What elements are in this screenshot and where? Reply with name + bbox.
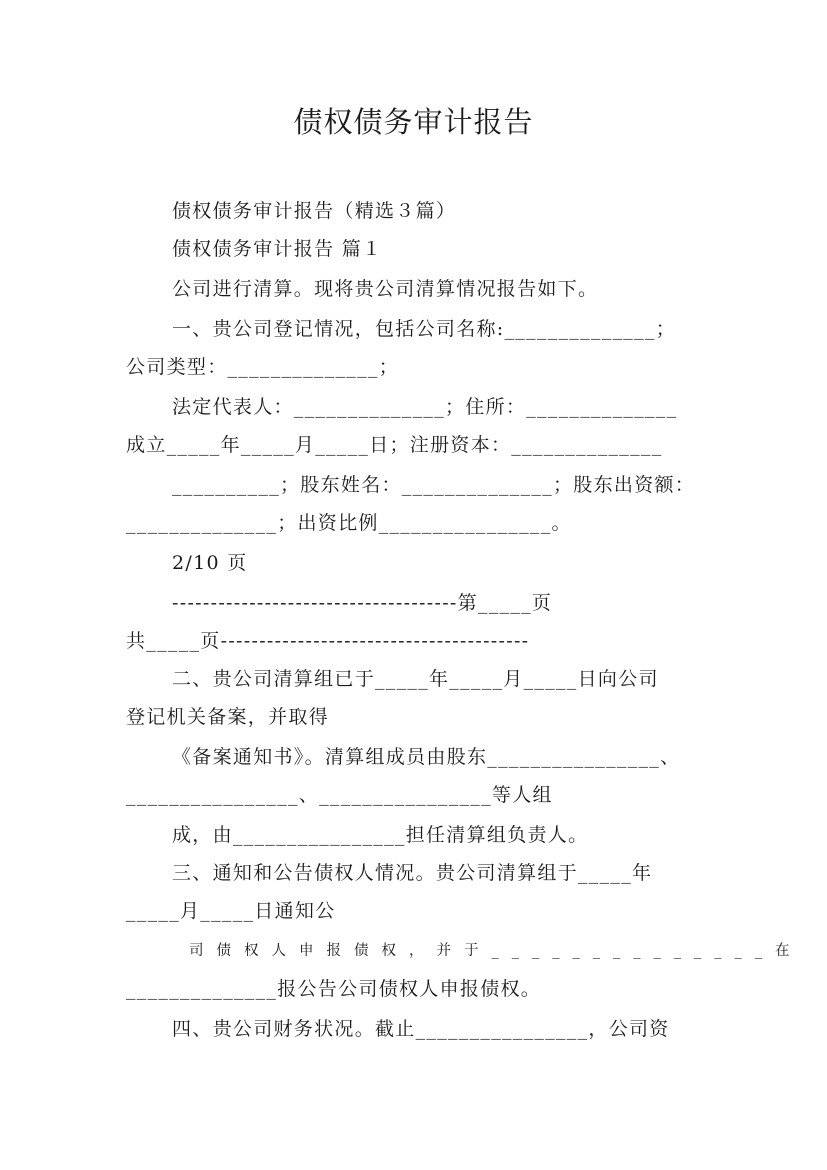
paragraph-line: 法定代表人：______________；住所：______________ <box>172 396 678 418</box>
paragraph-line: 三、通知和公告债权人情况。贵公司清算组于_____年 <box>172 862 653 884</box>
paragraph-line: 司债权人申报债权，并于______________在 <box>189 943 803 959</box>
page-number-line: 2/10 页 <box>172 552 248 574</box>
paragraph-line: __________；股东姓名：______________；股东出资额： <box>172 474 696 496</box>
paragraph-line: ______________报公告公司债权人申报债权。 <box>126 978 542 1000</box>
paragraph-line: _____月_____日通知公 <box>126 900 336 922</box>
document-title: 债权债务审计报告 <box>293 105 534 139</box>
page-separator-line: 共_____页---------------------------------------- <box>126 630 530 652</box>
paragraph-line: ______________；出资比例________________。 <box>126 512 572 534</box>
paragraph-line: 登记机关备案，并取得 <box>126 706 330 728</box>
paragraph-line: 成立_____年_____月_____日；注册资本：______________ <box>126 434 663 456</box>
paragraph-line: ________________、________________等人组 <box>126 784 553 806</box>
paragraph-line: 成，由________________担任清算组负责人。 <box>172 824 589 846</box>
paragraph-line: 公司进行清算。现将贵公司清算情况报告如下。 <box>172 278 599 300</box>
paragraph-line: 公司类型：______________； <box>126 356 400 378</box>
paragraph-line: 《备案通知书》。清算组成员由股东________________、 <box>172 746 681 768</box>
section-heading: 债权债务审计报告 篇１ <box>172 238 383 260</box>
page-separator-line: -------------------------------------第_____页 <box>172 592 553 614</box>
paragraph-line: 二、贵公司清算组已于_____年_____月_____日向公司 <box>172 668 659 690</box>
paragraph-line: 四、贵公司财务状况。截止________________，公司资 <box>172 1018 670 1040</box>
paragraph-line: 一、贵公司登记情况，包括公司名称:______________； <box>172 318 677 340</box>
subtitle-line: 债权债务审计报告（精选３篇） <box>172 200 457 222</box>
